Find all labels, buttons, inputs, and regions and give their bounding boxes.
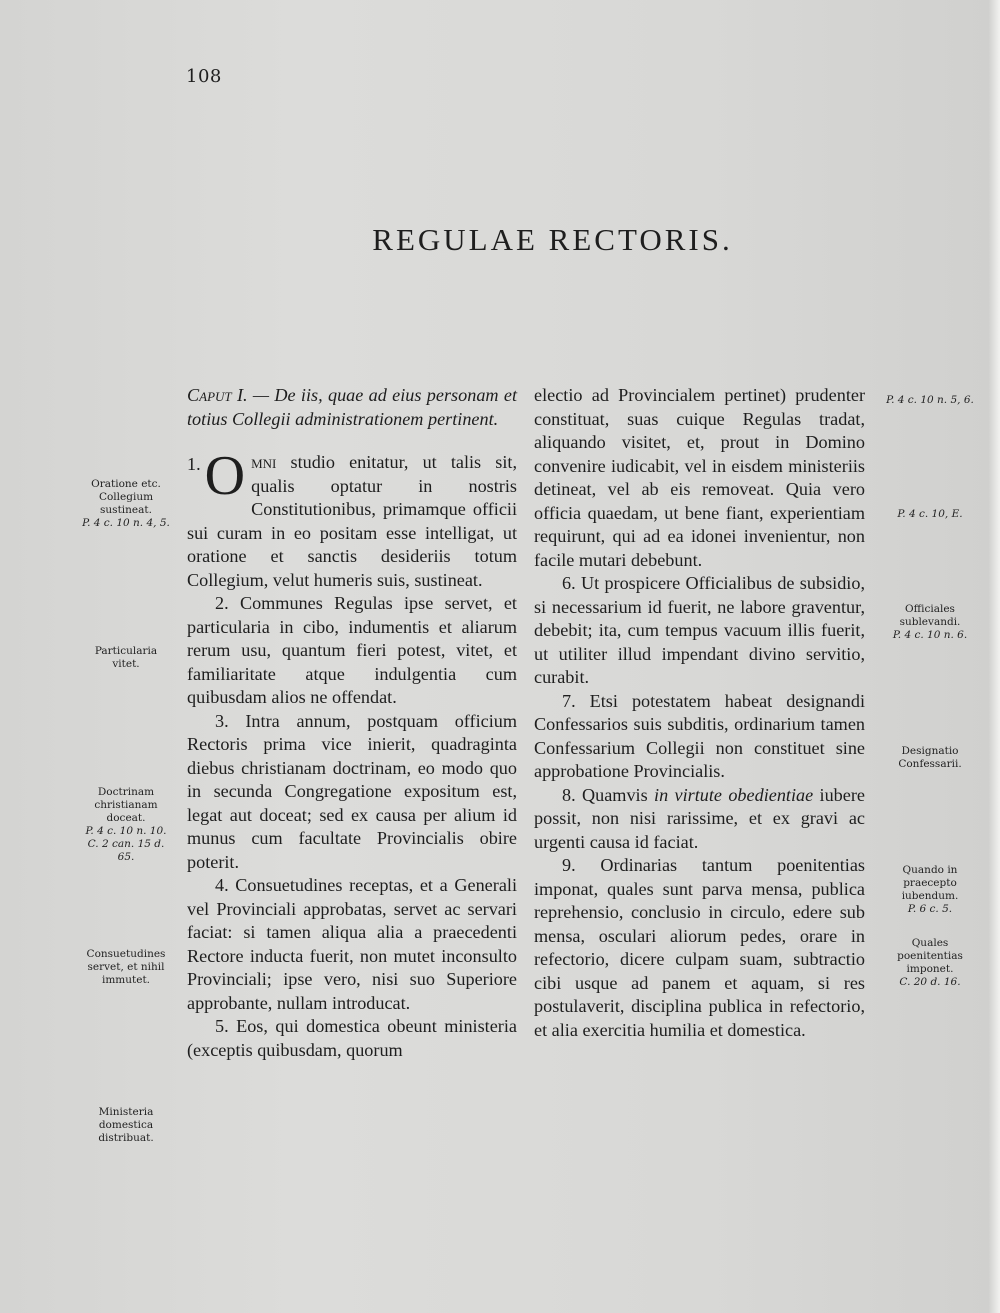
chapter-title: — De iis, quae ad eius personam et totius Collegii administrationem pertinent. (187, 385, 517, 429)
paragraph-1-number: 1. (187, 454, 201, 474)
margin-note-text: Doctrinam christianam doceat. (94, 786, 158, 824)
paragraph-8 (534, 784, 865, 855)
margin-note-text: Ministeria domestica distribuat. (98, 1106, 154, 1144)
margin-note-left-3 (80, 786, 172, 864)
margin-note-right-1 (880, 394, 980, 407)
paragraph-6: 6. Ut prospicere Officialibus de subsidio, si necessarium id fuerit, ne labore graventur, debebit; ita, cum tempus vacuum illis fuerit, ut utiliter illud impendant divino servitio, curabit. (534, 573, 865, 687)
paragraph-9: 9. Ordinarias tantum poenitentias imponat, quales sunt parva mensa, publica reprehensio, conclusio in circulo, edere sub mensa, osculari aliorum pedes, orare in refectorio, dicere culpam suam, subtractio cibi usque ad panem et aquam, si res postulaverit, disciplina publica in refectorio, et alia exercitia humilia et domestica. (534, 855, 865, 1040)
margin-note-text: Designatio Confessarii. (898, 745, 962, 770)
paragraph-3: 3. Intra annum, postquam officium Rectoris prima vice inierit, quadraginta diebus christianam doctrinam, eo modo quo in secunda Congregatione expositum est, legat aut doceat; sed ex causa per alium id munus cum facultate Provincialis obire poterit. (187, 710, 517, 872)
margin-note-text: Quales poenitentias imponet. (897, 937, 963, 975)
paragraph-1-smallcaps: mni (251, 452, 277, 472)
paragraph-8-italic: in virtute obedientiae (654, 784, 814, 805)
margin-note-right-2 (880, 508, 980, 521)
margin-note-ref: P. 4 c. 10 n. 5, 6. (886, 394, 974, 406)
margin-note-ref: P. 4 c. 10 n. 4, 5. (82, 517, 170, 529)
paragraph-4: 4. Consuetudines receptas, et a Generali vel Provinciali approbatas, servet ac servari faciat: si tamen aliqua alia a praecedenti Rectore inducta fuerit, non mutet inconsulto Provinciali; ipse vero, nisi suo Superiore approbante, nullam introducat. (187, 875, 517, 1013)
margin-note-right-5 (880, 864, 980, 916)
paragraph-8-after: iubere possit, non nisi rarissime, et ex gravi ac urgenti causa id faciat. (534, 784, 865, 852)
margin-note-left-5 (80, 1106, 172, 1145)
paragraph-8-before: 8. Quamvis (562, 784, 655, 805)
margin-note-text: Oratione etc. Collegium sustineat. (91, 478, 161, 516)
margin-note-left-2 (80, 645, 172, 671)
paragraph-1 (187, 445, 517, 592)
margin-note-ref: P. 4 c. 10 n. 10. C. 2 can. 15 d. 65. (85, 825, 167, 863)
margin-note-text: Quando in praecepto iubendum. (901, 864, 959, 902)
paragraph-1-text: studio enitatur, ut talis sit, qualis optatur in nostris Constitutionibus, primamque officii sui curam in eo positam esse intelligat, ut oratione et sanctis desideriis totum Collegium, velut humeris suis, sustineat. (187, 452, 517, 590)
margin-note-right-4 (880, 745, 980, 771)
chapter-label: Caput I. (187, 385, 248, 405)
paragraph-5: 5. Eos, qui domestica obeunt ministeria (exceptis quibusdam, quorum (187, 1016, 517, 1060)
margin-note-text: Officiales sublevandi. (899, 603, 961, 628)
margin-note-ref: C. 20 d. 16. (899, 976, 961, 988)
paragraph-7: 7. Etsi potestatem habeat designandi Confessarios suis subditis, ordinarium tamen Confessarium Collegii non constituet sine approbatione Provincialis. (534, 690, 865, 781)
chapter-heading (187, 384, 517, 431)
page-title: REGULAE RECTORIS. (372, 222, 733, 257)
margin-note-left-1 (80, 478, 172, 530)
margin-note-ref: P. 4 c. 10, E. (897, 508, 963, 520)
drop-cap-initial: O (204, 445, 246, 507)
margin-note-text: Particularia vitet. (94, 645, 158, 670)
paragraph-2: 2. Communes Regulas ipse servet, et particularia in cibo, indumentis et aliarum rerum usu, quantum fieri potest, vitet, et familiaritate atque indulgentia cum quibusdam alios ne offendat. (187, 593, 517, 707)
page-number: 108 (186, 66, 222, 87)
margin-note-left-4 (80, 948, 172, 987)
paragraph-5-continued: electio ad Provincialem pertinet) prudenter constituat, suas cuique Regulas tradat, aliquando visitet, et, prout in Domino convenire iudicabit, vel in eisdem ministeriis detineat, vel ab eis removeat. Quia vero officia quaedam, ut bene fiant, experientiam requirunt, qui ad ea idonei invenientur, non facile mutari debebunt. (534, 385, 865, 570)
margin-note-right-6 (880, 937, 980, 989)
margin-note-ref: P. 6 c. 5. (907, 903, 953, 915)
margin-note-right-3 (880, 603, 980, 642)
page-edge (988, 0, 1000, 1313)
left-column (187, 384, 517, 1062)
margin-note-ref: P. 4 c. 10 n. 6. (892, 629, 968, 641)
right-column (534, 384, 865, 1042)
margin-note-text: Consuetudines servet, et nihil immutet. (86, 948, 166, 986)
